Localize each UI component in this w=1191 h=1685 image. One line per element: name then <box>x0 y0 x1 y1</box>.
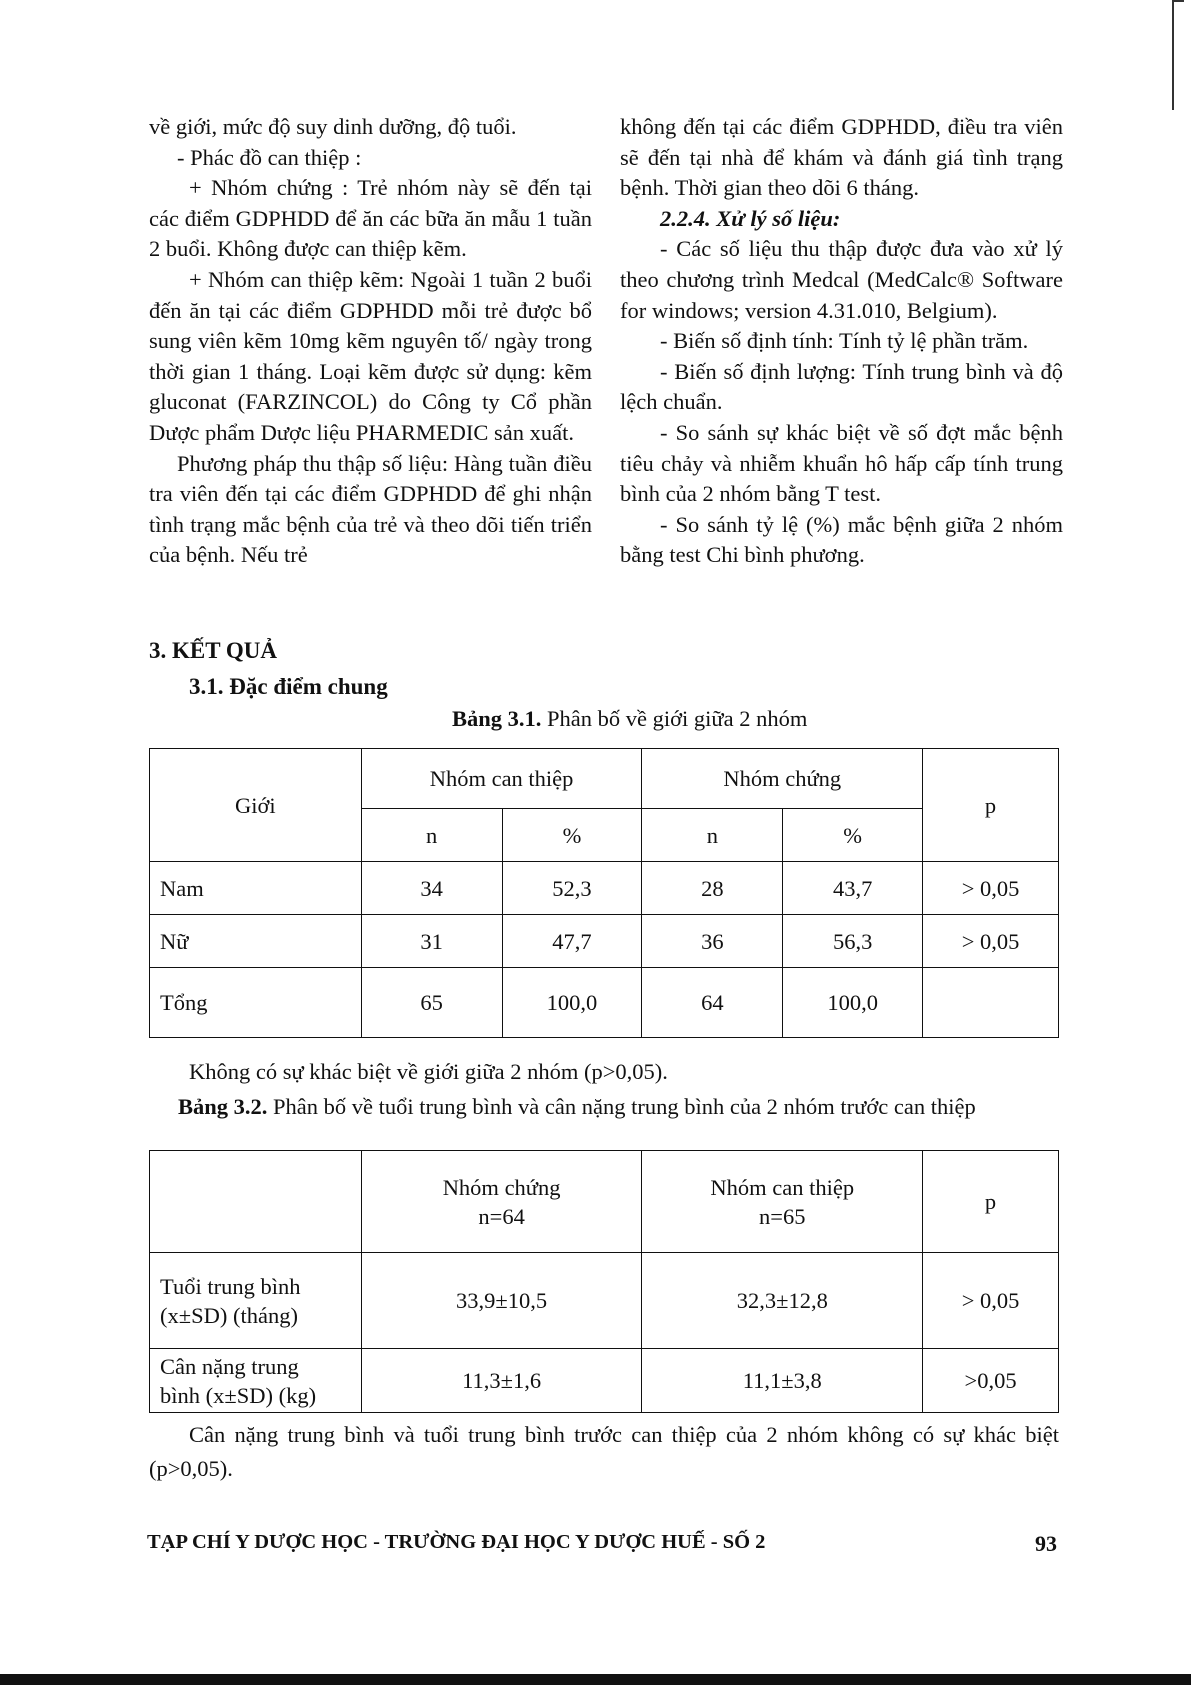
row-label <box>150 1253 362 1349</box>
cell-p: > 0,05 <box>923 915 1059 968</box>
cell-n: 31 <box>361 915 502 968</box>
paragraph: về giới, mức độ suy dinh dưỡng, độ tuổi. <box>149 114 517 139</box>
row-label: Tổng <box>150 968 362 1038</box>
scan-edge-mark <box>1172 0 1174 110</box>
table2-caption-label: Bảng 3.2. <box>178 1094 268 1119</box>
section-title: 3. KẾT QUẢ <box>149 638 278 663</box>
page-footer <box>147 1531 1057 1554</box>
cell-value: 11,3±1,6 <box>361 1349 642 1413</box>
scan-bottom-edge <box>0 1674 1191 1685</box>
header-intervention-group-name: Nhóm can thiệp <box>710 1174 855 1200</box>
cell-n: 65 <box>361 968 502 1038</box>
paragraph: - Các số liệu thu thập được đưa vào xử lý theo chương trình Medcal (MedCalc® Software for windows; version 4.31.010, Belgium). <box>620 236 1063 323</box>
paragraph: Phương pháp thu thập số liệu: Hàng tuần điều tra viên đến tại các điểm GDPHDD để ghi nhận tình trạng mắc bệnh của trẻ và theo dõi tiến triển của bệnh. Nếu trẻ <box>149 450 592 568</box>
header-empty <box>150 1151 362 1253</box>
cell-percent: 56,3 <box>783 915 923 968</box>
header-p: p <box>923 749 1059 862</box>
cell-n: 34 <box>361 862 502 915</box>
cell-percent: 100,0 <box>783 968 923 1038</box>
subsection-title: 3.1. Đặc điểm chung <box>189 674 388 699</box>
header-n: n <box>642 809 783 862</box>
table2-caption <box>178 1094 976 1120</box>
cell-p: > 0,05 <box>923 1253 1059 1349</box>
age-weight-table <box>149 1150 1059 1413</box>
table-row <box>150 915 1059 968</box>
table1-caption-label: Bảng 3.1. <box>452 706 542 731</box>
cell-percent: 47,7 <box>502 915 642 968</box>
cell-percent: 52,3 <box>502 862 642 915</box>
table-header-row <box>150 1151 1059 1253</box>
header-p: p <box>923 1151 1059 1253</box>
paragraph: không đến tại các điểm GDPHDD, điều tra viên sẽ đến tại nhà để khám và đánh giá tình trạng bệnh. Thời gian theo dõi 6 tháng. <box>620 114 1063 201</box>
row-label-line: (x±SD) (tháng) <box>160 1302 298 1328</box>
table-header-row <box>150 749 1059 809</box>
table2-caption-text: Phân bố về tuổi trung bình và cân nặng trung bình của 2 nhóm trước can thiệp <box>267 1094 976 1119</box>
header-control-group-n: n=64 <box>478 1203 525 1229</box>
cell-value: 11,1±3,8 <box>642 1349 923 1413</box>
row-label: Nữ <box>150 915 362 968</box>
right-text-column <box>620 112 1063 571</box>
cell-p <box>923 968 1059 1038</box>
page-number: 93 <box>1035 1531 1057 1556</box>
cell-n: 64 <box>642 968 783 1038</box>
cell-percent: 43,7 <box>783 862 923 915</box>
header-control-group: Nhóm chứng <box>642 749 923 809</box>
header-percent: % <box>502 809 642 862</box>
row-label-line: Cân nặng trung <box>160 1353 299 1379</box>
row-label <box>150 1349 362 1413</box>
paragraph: - So sánh tỷ lệ (%) mắc bệnh giữa 2 nhóm bằng test Chi bình phương. <box>620 511 1063 568</box>
header-intervention-group <box>642 1151 923 1253</box>
journal-name: TẠP CHÍ Y DƯỢC HỌC - TRƯỜNG ĐẠI HỌC Y DƯỢC HUẾ - SỐ 2 <box>147 1531 766 1553</box>
row-label-line: bình (x±SD) (kg) <box>160 1382 317 1408</box>
paragraph: - Phác đồ can thiệp : <box>177 144 362 170</box>
cell-value: 33,9±10,5 <box>361 1253 642 1349</box>
left-text-column <box>149 112 592 571</box>
table1-note: Không có sự khác biệt về giới giữa 2 nhóm (p>0,05). <box>189 1059 668 1084</box>
cell-value: 32,3±12,8 <box>642 1253 923 1349</box>
table-row <box>150 968 1059 1038</box>
paragraph: - Biến số định tính: Tính tỷ lệ phần trăm. <box>660 328 1029 354</box>
table1-caption-text: Phân bố về giới giữa 2 nhóm <box>541 706 808 731</box>
paragraph: + Nhóm can thiệp kẽm: Ngoài 1 tuần 2 buổi đến ăn tại các điểm GDPHDD mỗi trẻ được bổ sung viên kẽm 10mg kẽm nguyên tố/ ngày trong thời gian 1 tháng. Loại kẽm được sử dụng: kẽm gluconat (FARZINCOL) do Công ty Cổ phần Dược phẩm Dược liệu PHARMEDIC sản xuất. <box>149 266 592 445</box>
row-label: Nam <box>150 862 362 915</box>
table2-note: Cân nặng trung bình và tuổi trung bình trước can thiệp của 2 nhóm không có sự khác biệt (p>0,05). <box>149 1422 1059 1481</box>
header-control-group <box>361 1151 642 1253</box>
cell-percent: 100,0 <box>502 968 642 1038</box>
table-row <box>150 1349 1059 1413</box>
header-n: n <box>361 809 502 862</box>
subsection-heading: 2.2.4. Xử lý số liệu: <box>660 205 841 231</box>
table-row <box>150 862 1059 915</box>
cell-n: 36 <box>642 915 783 968</box>
cell-p: >0,05 <box>923 1349 1059 1413</box>
cell-n: 28 <box>642 862 783 915</box>
table1-caption <box>452 706 807 732</box>
header-gender: Giới <box>150 749 362 862</box>
cell-p: > 0,05 <box>923 862 1059 915</box>
header-intervention-group-n: n=65 <box>759 1203 806 1229</box>
header-intervention-group: Nhóm can thiệp <box>361 749 642 809</box>
paragraph: - So sánh sự khác biệt về số đợt mắc bệnh tiêu chảy và nhiễm khuẩn hô hấp cấp tính trung bình của 2 nhóm bằng T test. <box>620 419 1063 507</box>
header-percent: % <box>783 809 923 862</box>
table-row <box>150 1253 1059 1349</box>
header-control-group-name: Nhóm chứng <box>442 1174 561 1200</box>
paragraph: + Nhóm chứng : Trẻ nhóm này sẽ đến tại các điểm GDPHDD để ăn các bữa ăn mẫu 1 tuần 2 buổi. Không được can thiệp kẽm. <box>149 175 592 262</box>
gender-distribution-table <box>149 748 1059 1038</box>
paragraph: - Biến số định lượng: Tính trung bình và độ lệch chuẩn. <box>620 358 1063 415</box>
scan-edge-mark <box>1172 0 1184 2</box>
row-label-line: Tuổi trung bình <box>160 1273 301 1299</box>
